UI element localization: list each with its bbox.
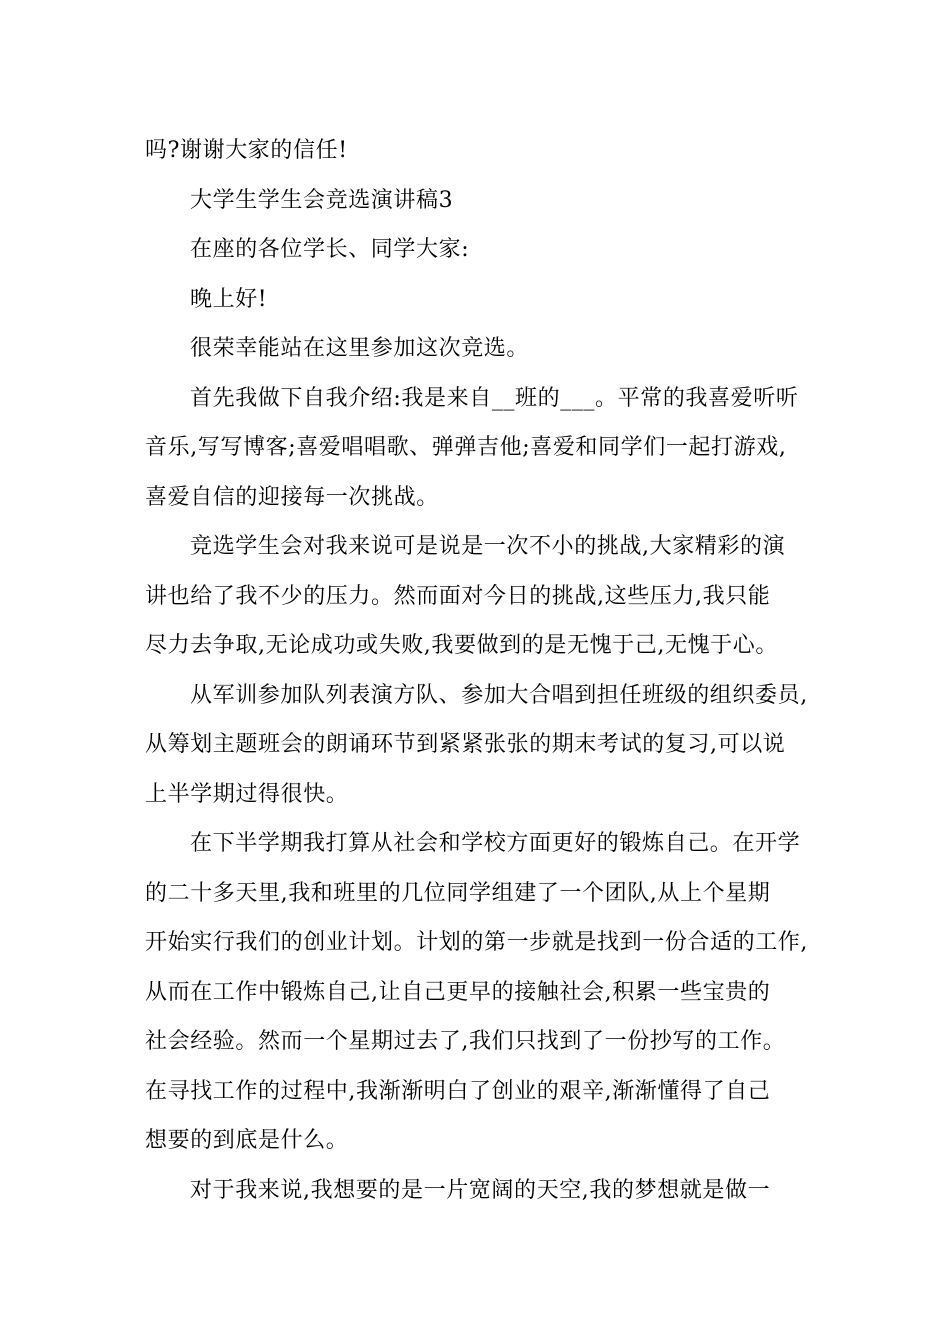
- text-line: 大学生学生会竞选演讲稿3: [190, 187, 454, 213]
- section-heading: [145, 176, 825, 226]
- paragraph: [145, 324, 825, 374]
- text-line: 从筹划主题班会的朗诵环节到紧紧张张的期末考试的复习,可以说: [145, 732, 786, 757]
- document-body: [145, 126, 825, 1215]
- paragraph: [145, 671, 825, 820]
- text-line: 从而在工作中锻炼自己,让自己更早的接触社会,积累一些宝贵的: [145, 979, 771, 1005]
- text-line: 社会经验。然而一个星期过去了,我们只找到了一份抄写的工作。: [145, 1029, 786, 1054]
- text-line: 在座的各位学长、同学大家:: [190, 237, 470, 262]
- paragraph: [145, 522, 825, 671]
- text-line: 音乐,写写博客;喜爱唱唱歌、弹弹吉他;喜爱和同学们一起打游戏,: [145, 435, 787, 460]
- text-line: 上半学期过得很快。: [145, 781, 349, 807]
- salutation: [145, 225, 825, 275]
- text-line: 想要的到底是什么。: [145, 1128, 349, 1153]
- paragraph: [145, 374, 825, 523]
- paragraph: [145, 1166, 825, 1216]
- text-line: 晚上好!: [190, 286, 268, 312]
- greeting: [145, 275, 825, 325]
- text-line: 竞选学生会对我来说可是说是一次不小的挑战,大家精彩的演: [190, 534, 786, 559]
- text-line: 喜爱自信的迎接每一次挑战。: [145, 484, 439, 510]
- text-line: 尽力去争取,无论成功或失败,我要做到的是无愧于己,无愧于心。: [145, 633, 778, 658]
- paragraph: [145, 819, 825, 1166]
- text-line: 吗?谢谢大家的信任!: [145, 138, 348, 163]
- text-line: 首先我做下自我介绍:我是来自__班的___。平常的我喜爱听听: [190, 385, 799, 411]
- text-line: 在寻找工作的过程中,我渐渐明白了创业的艰辛,渐渐懂得了自己: [145, 1078, 771, 1104]
- text-line: 开始实行我们的创业计划。计划的第一步就是找到一份合适的工作,: [145, 930, 808, 955]
- text-line: 讲也给了我不少的压力。然而面对今日的挑战,这些压力,我只能: [145, 583, 771, 609]
- text-line: 的二十多天里,我和班里的几位同学组建了一个团队,从上个星期: [145, 880, 771, 906]
- text-line: 在下半学期我打算从社会和学校方面更好的锻炼自己。在开学: [190, 831, 801, 856]
- text-line: 对于我来说,我想要的是一片宽阔的天空,我的梦想就是做一: [190, 1177, 771, 1203]
- text-line: 很荣幸能站在这里参加这次竞选。: [190, 336, 530, 361]
- paragraph: [145, 126, 825, 176]
- text-line: 从军训参加队列表演方队、参加大合唱到担任班级的组织委员,: [190, 682, 808, 708]
